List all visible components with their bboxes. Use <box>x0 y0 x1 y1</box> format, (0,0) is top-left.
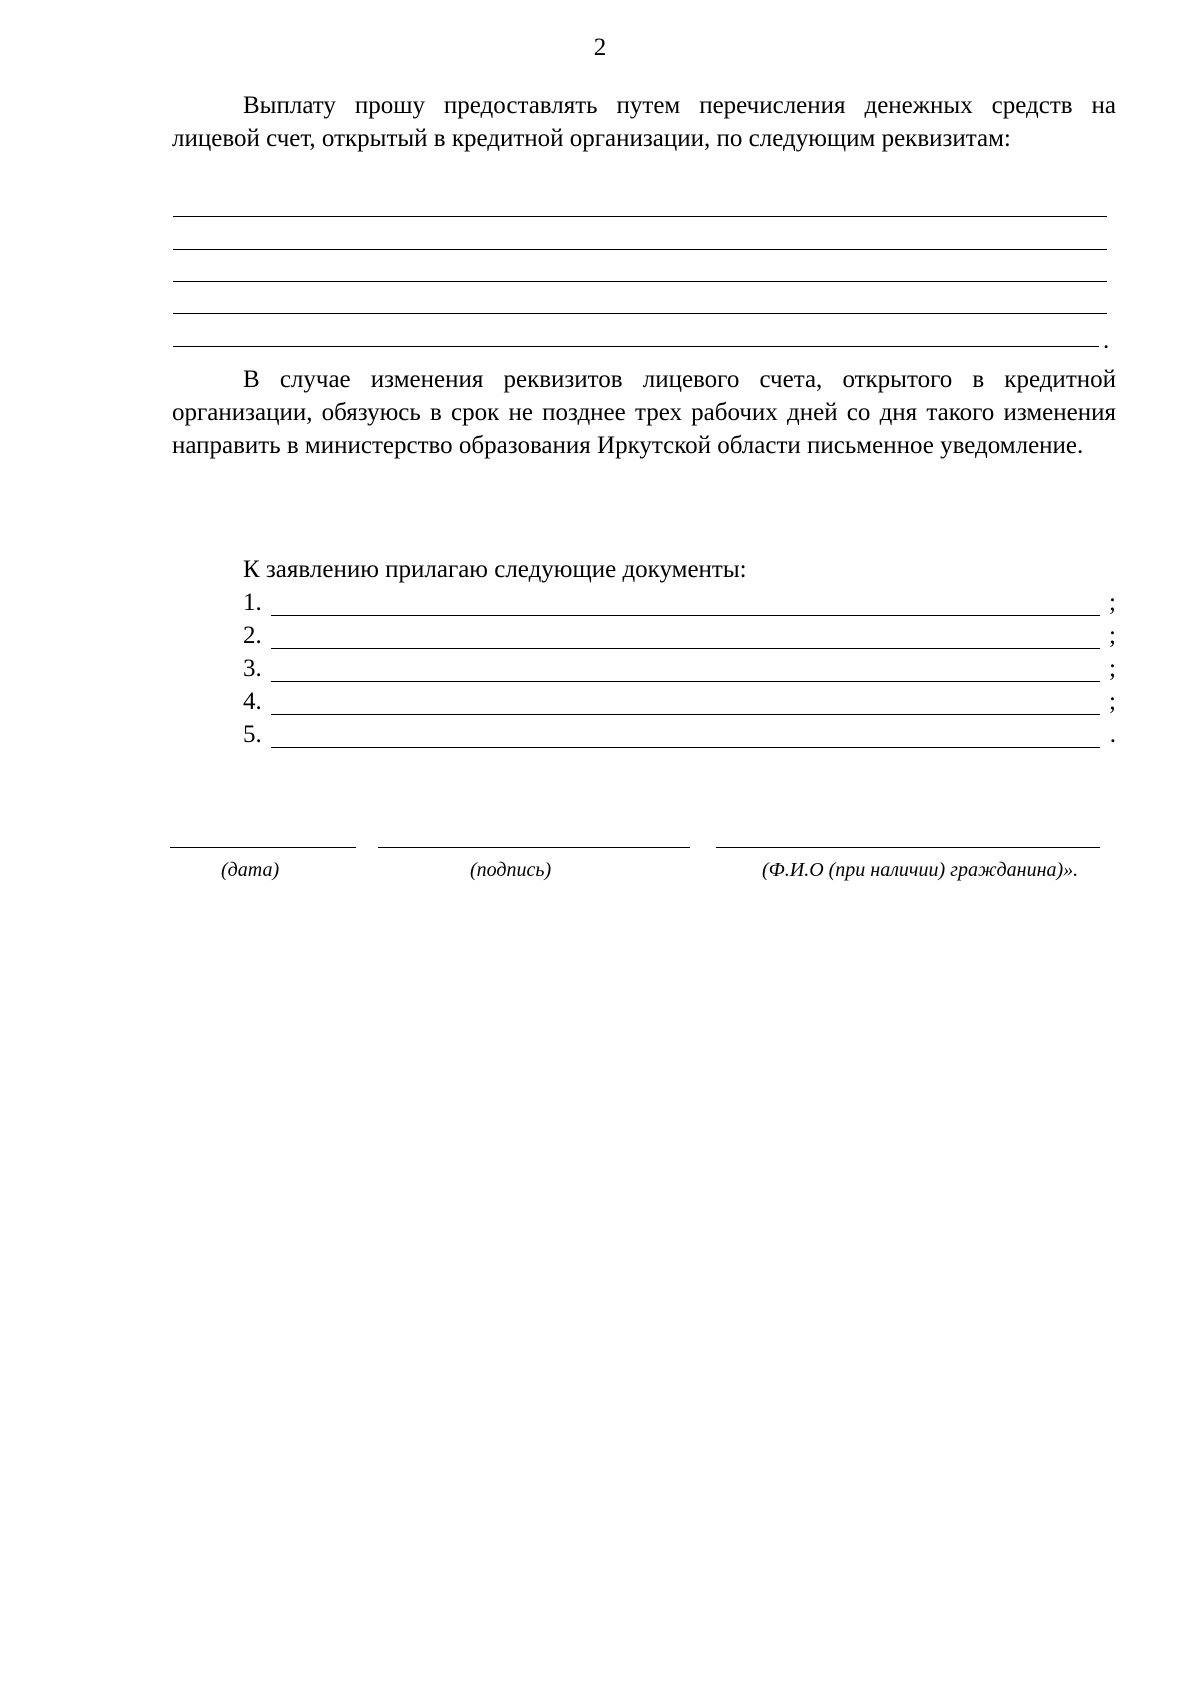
change-notice-paragraph: В случае изменения реквизитов лицевого счета, открытого в кредитной организации, обязуюсь в срок не позднее трех рабочих дней со дня такого изменения направить в министерство образования Иркутской области письменное уведомление. <box>172 366 1116 459</box>
attachments-title: К заявлению прилагаю следующие документы: <box>243 556 747 583</box>
attachment-end-mark: ; <box>1109 688 1116 715</box>
attachment-end-mark: ; <box>1109 589 1116 616</box>
attachment-blank-line <box>271 615 1100 616</box>
attachment-blank-line <box>271 648 1100 649</box>
requisites-end-mark: . <box>1103 327 1110 354</box>
attachment-blank-line <box>271 747 1100 748</box>
requisites-line <box>173 216 1107 217</box>
payment-paragraph: Выплату прошу предоставлять путем перечисления денежных средств на лицевой счет, открытый в кредитной организации, по следующим реквизитам: <box>172 92 1116 152</box>
attachment-item <box>243 720 1116 753</box>
requisites-line <box>173 281 1107 282</box>
attachment-item <box>243 621 1116 654</box>
date-caption: (дата) <box>221 859 280 881</box>
attachment-end-mark: ; <box>1109 622 1116 649</box>
attachment-item <box>243 687 1116 720</box>
requisites-line <box>173 313 1107 314</box>
attachment-number: 1. <box>243 589 262 616</box>
attachment-number: 2. <box>243 622 262 649</box>
signature-line <box>378 847 690 848</box>
attachment-number: 4. <box>243 688 262 715</box>
name-caption: (Ф.И.О (при наличии) гражданина)». <box>762 859 1079 881</box>
attachment-end-mark: ; <box>1109 655 1116 682</box>
signature-caption: (подпись) <box>470 859 552 881</box>
page-number: 2 <box>593 34 607 61</box>
requisites-line <box>173 249 1107 250</box>
attachment-end-mark: . <box>1109 721 1116 748</box>
attachment-item <box>243 654 1116 687</box>
date-line <box>170 847 356 848</box>
attachment-item <box>243 588 1116 621</box>
attachment-number: 3. <box>243 655 262 682</box>
attachment-number: 5. <box>243 721 262 748</box>
attachment-blank-line <box>271 714 1100 715</box>
requisites-line <box>173 346 1099 347</box>
attachment-blank-line <box>271 681 1100 682</box>
name-line <box>716 847 1100 848</box>
